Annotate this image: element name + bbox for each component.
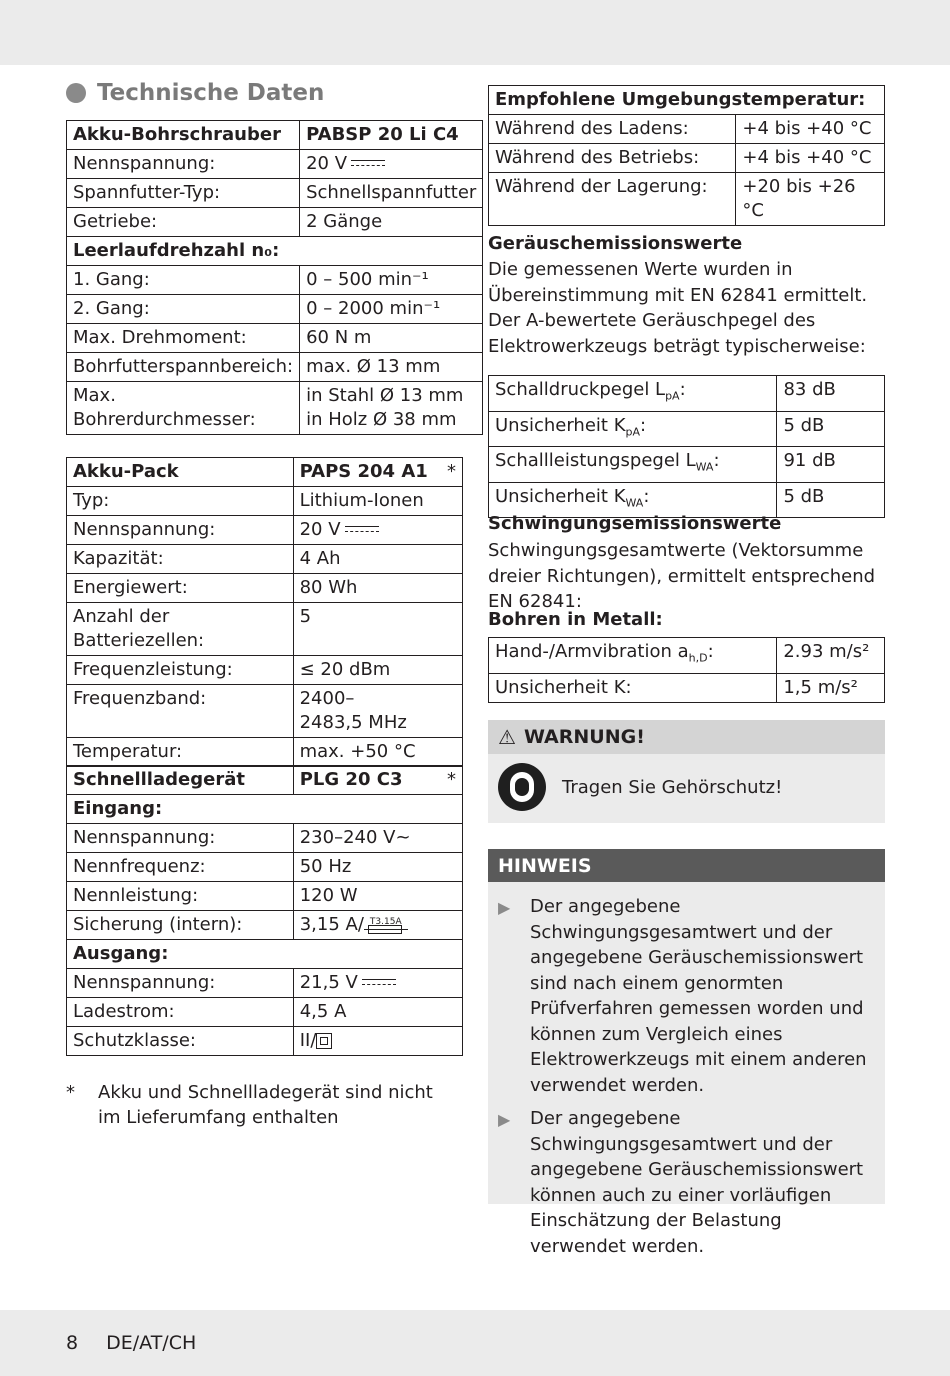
vibration-text: Schwingungsgesamtwerte (Vektorsumme dreier Richtungen), ermittelt entsprechend EN 62841:: [488, 540, 876, 612]
section-title: Technische Daten: [66, 80, 324, 106]
table-row: Schallleistungspegel $L_{WA}$: 91 dB: [489, 447, 885, 483]
table-row: Nennleistung: 120 W: [67, 882, 463, 911]
warning-triangle-icon: ⚠: [498, 725, 516, 749]
table-row: Schutzklasse: II/: [67, 1027, 463, 1056]
table-row: Max. Drehmoment: 60 N m: [67, 324, 483, 353]
temperature-table-title: Empfohlene Umgebungstemperatur:: [489, 86, 885, 115]
table-row: Unsicherheit $K_{WA}$: 5 dB: [489, 482, 885, 518]
table-row: Leerlaufdrehzahl n₀:: [67, 237, 483, 266]
footnote-marker: *: [447, 769, 456, 790]
table-row: Während des Ladens: +4 bis +40 °C: [489, 115, 885, 144]
notice-header: HINWEIS: [488, 849, 885, 882]
top-band: [0, 0, 950, 65]
footnote: * Akku und Schnellladegerät sind nicht im Lieferumfang enthalten: [66, 1082, 433, 1128]
table-row: Bohrfutterspannbereich: max. Ø 13 mm: [67, 353, 483, 382]
notice-box: [488, 849, 885, 1257]
ear-protection-icon: [498, 763, 546, 811]
triangle-bullet-icon: ▶: [498, 1110, 511, 1129]
table-row: Unsicherheit $K_{pA}$: 5 dB: [489, 411, 885, 447]
vibration-subheading: Bohren in Metall:: [488, 609, 663, 630]
table-row: Akku-Pack PAPS 204 A1 *: [67, 458, 463, 487]
noise-text: Die gemessenen Werte wurden in Übereinstimmung mit EN 62841 ermittelt. Der A-bewertete Geräuschpegel des Elektrowerkzeugs beträgt typischerweise:: [488, 259, 868, 357]
noise-heading: Geräuschemissionswerte: [488, 233, 743, 254]
vibration-table: [488, 637, 885, 703]
vibration-heading: Schwingungsemissionswerte: [488, 513, 782, 534]
table-row: Nennspannung: 20 V: [67, 516, 463, 545]
drill-spec-table: [66, 120, 483, 435]
table-row: Max. Bohrerdurchmesser: in Stahl Ø 13 mm in Holz Ø 38 mm: [67, 382, 483, 435]
table-row: Nennspannung: 21,5 V: [67, 969, 463, 998]
table-row: 2. Gang: 0 – 2000 min⁻¹: [67, 295, 483, 324]
table-row: Ausgang:: [67, 940, 463, 969]
direct-current-icon: [345, 525, 379, 535]
table-row: Getriebe: 2 Gänge: [67, 208, 483, 237]
direct-current-icon: [351, 159, 385, 169]
table-row: Anzahl der Batteriezellen: 5: [67, 603, 463, 656]
table-row: Unsicherheit K: 1,5 m/s²: [489, 673, 885, 702]
table-row: Temperatur: max. +50 °C: [67, 738, 463, 767]
table-row: Ladestrom: 4,5 A: [67, 998, 463, 1027]
table-row: Spannfutter-Typ: Schnellspannfutter: [67, 179, 483, 208]
notice-item: ▶ Der angegebene Schwingungsgesamtwert und der angegebene Geräuschemissionswert können auch zu einer vorläufigen Einschätzung der Belastung verwendet werden.: [498, 1108, 864, 1257]
table-row: Akku-Bohrschrauber PABSP 20 Li C4: [67, 121, 483, 150]
table-row: Hand-/Armvibration $a_{h,D}$: 2.93 m/s²: [489, 638, 885, 674]
footnote-marker: *: [447, 461, 456, 482]
noise-table: [488, 375, 885, 518]
table-row: Frequenzleistung: ≤ 20 dBm: [67, 656, 463, 685]
page-number: 8: [66, 1332, 79, 1354]
table-row: 1. Gang: 0 – 500 min⁻¹: [67, 266, 483, 295]
footer: [66, 1332, 218, 1354]
warning-box: ⚠ WARNUNG! Tragen Sie Gehörschutz!: [488, 720, 885, 823]
table-row: Nennfrequenz: 50 Hz: [67, 853, 463, 882]
charger-spec-table: [66, 765, 463, 1056]
table-row: Nennspannung: 20 V: [67, 150, 483, 179]
table-row: Während des Betriebs: +4 bis +40 °C: [489, 144, 885, 173]
triangle-bullet-icon: ▶: [498, 898, 511, 917]
fuse-icon: T3.15A: [364, 914, 408, 936]
protection-class-icon: [316, 1033, 332, 1049]
table-row: Schalldruckpegel $L_{pA}$: 83 dB: [489, 376, 885, 412]
language-code: DE/AT/CH: [106, 1332, 197, 1354]
table-row: Frequenzband: 2400– 2483,5 MHz: [67, 685, 463, 738]
table-row: Typ: Lithium-Ionen: [67, 487, 463, 516]
battery-spec-table: [66, 457, 463, 767]
table-row: Während der Lagerung: +20 bis +26 °C: [489, 173, 885, 226]
table-row: Schnellladegerät PLG 20 C3 *: [67, 766, 463, 795]
table-row: Kapazität: 4 Ah: [67, 545, 463, 574]
table-row: Energiewert: 80 Wh: [67, 574, 463, 603]
temperature-table: [488, 85, 885, 226]
warning-header: ⚠ WARNUNG!: [488, 720, 885, 754]
notice-item: ▶ Der angegebene Schwingungsgesamtwert und der angegebene Geräuschemissionswert sind nach einem genormten Prüfverfahren gemessen worden und können zum Vergleich eines Elektrowerkzeugs mit einem anderen verwendet werden.: [498, 896, 867, 1096]
bullet-dot-icon: [66, 83, 86, 103]
table-row: Sicherung (intern): 3,15 A/ T3.15A: [67, 911, 463, 940]
direct-current-icon: [362, 978, 396, 988]
table-row: Eingang:: [67, 795, 463, 824]
table-row: Nennspannung: 230–240 V~: [67, 824, 463, 853]
